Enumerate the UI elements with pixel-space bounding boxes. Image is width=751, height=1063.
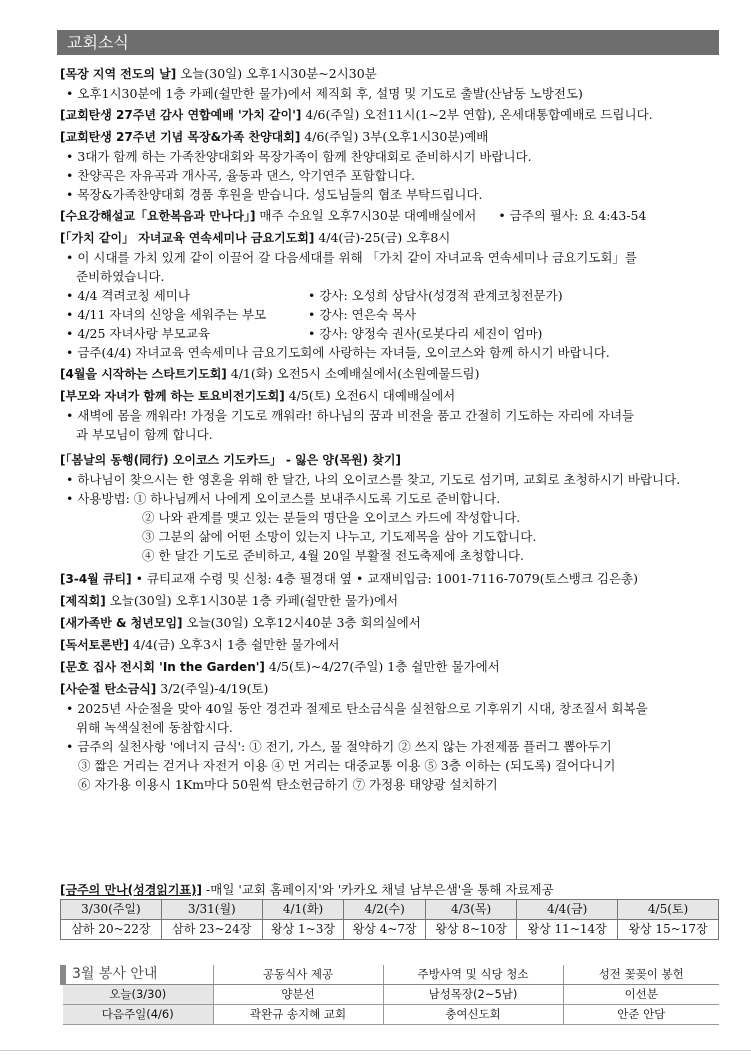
service-cell: 안준 안담	[563, 1005, 719, 1025]
news-item: [제직회] 오늘(30일) 오후1시30분 1층 카페(쉴만한 물가)에서	[60, 593, 399, 608]
news-item: [교회탄생 27주년 감사 연합예배 '가치 같이'] 4/6(주일) 오전11시(1~2부 연합), 온세대통합예배로 드립니다.	[60, 107, 653, 122]
section-header: 교회소식	[57, 30, 719, 55]
service-cell: 이선분	[563, 985, 719, 1005]
day-cell: 4/4(금)	[517, 900, 618, 920]
chapter-cell: 왕상 1~3장	[262, 920, 344, 940]
service-cell: 곽완규 송지혜 교회	[213, 1005, 383, 1025]
news-item: [3-4월 큐티] • 큐티교재 수령 및 신청: 4층 필경대 옆 • 교재비입금: 1001-7116-7079(토스뱅크 김은총)	[60, 571, 638, 586]
news-title: [제직회]	[60, 594, 106, 608]
day-cell: 4/3(목)	[425, 900, 516, 920]
news-item: [「가치 같이」 자녀교육 연속세미나 금요기도회] 4/4(금)-25(금) 오후8시 • 이 시대를 가치 있게 같이 이끌어 갈 다음세대를 위해 「가치 같이 자녀교육 연속세미나 금요기도회」를 준비하였습니다. • 4/4 격려코칭 세미나 • 강사: 오성희 상담사(성경적 관계코칭전문가) • 4/11 자녀의 신앙을 세워주는 부모 • 강사: 연은숙 목사 • 4/25 자녀사랑 부모교육 • 강사: 양정숙 권사(로봇다리 세진이 엄마) • 금주(4/4) 자녀교육 연속세미나 금요기도회에 사랑하는 자녀들, 오이코스와 함께 하시기 바랍니다.	[60, 228, 720, 362]
chapter-cell: 왕상 15~17장	[618, 920, 719, 940]
chapter-cell: 왕상 8~10장	[425, 920, 516, 940]
news-title: [새가족반 & 청년모임]	[60, 616, 183, 630]
news-item: [독서토론반] 4/4(금) 오후3시 1층 쉴만한 물가에서	[60, 637, 340, 652]
service-col-header: 성전 꽃꽂이 봉헌	[563, 965, 719, 985]
news-title: [「가치 같이」 자녀교육 연속세미나 금요기도회]	[60, 231, 315, 245]
footer-divider	[0, 1050, 751, 1051]
day-cell: 4/1(화)	[262, 900, 344, 920]
service-table	[60, 965, 719, 1025]
service-col-header: 주방사역 및 식당 청소	[383, 965, 563, 985]
news-title: [문호 집사 전시회 'In the Garden']	[60, 660, 265, 674]
news-title: [사순절 탄소금식]	[60, 682, 157, 696]
reading-chapters-row	[61, 920, 719, 940]
service-row	[63, 985, 719, 1005]
service-cell: 충여신도회	[383, 1005, 563, 1025]
news-title: [독서토론반]	[60, 638, 129, 652]
news-item: [문호 집사 전시회 'In the Garden'] 4/5(토)~4/27(주일) 1층 쉴만한 물가에서	[60, 659, 500, 674]
service-row-label: 오늘(3/30)	[63, 985, 213, 1005]
news-item: [부모와 자녀가 함께 하는 토요비전기도회] 4/5(토) 오전6시 대예배실에서 • 새벽에 몸을 깨워라! 가정을 기도로 깨워라! 하나님의 꿈과 비전을 품고 간절히 기도하는 자리에 자녀들 과 부모님이 함께 합니다.	[60, 388, 635, 442]
chapter-cell: 왕상 4~7장	[344, 920, 426, 940]
reading-days-row	[61, 900, 719, 920]
service-row	[63, 1005, 719, 1025]
service-header-row	[63, 965, 719, 985]
seminar-schedule: • 4/4 격려코칭 세미나 • 강사: 오성희 상담사(성경적 관계코칭전문가) • 4/11 자녀의 신앙을 세워주는 부모 • 강사: 연은숙 목사 • 4/25 자녀사랑 부모교육 • 강사: 양정숙 권사(로봇다리 세진이 엄마)	[66, 288, 563, 341]
news-title: [목장 지역 전도의 날]	[60, 67, 177, 81]
news-title: [교회탄생 27주년 기념 목장&가족 찬양대회]	[60, 130, 301, 144]
service-cell: 양분선	[213, 985, 383, 1005]
news-title: [수요강해설교「요한복음과 만나다」]	[60, 209, 256, 223]
news-item: [목장 지역 전도의 날] 오늘(30일) 오후1시30분~2시30분 • 오후1시30분에 1층 카페(쉴만한 물가)에서 제직회 후, 설명 및 기도로 출발(산남동 노방전도)	[60, 66, 583, 101]
news-item: [「봄날의 동행(同行) 오이코스 기도카드」 - 잃은 양(목원) 찾기] • 하나님이 찾으시는 한 영혼을 위해 한 달간, 나의 오이코스를 찾고, 기도로 섬기며, 교회로 초청하시기 바랍니다. • 사용방법: ① 하나님께서 나에게 오이코스를 보내주시도록 기도로 준비합니다. ② 나와 관계를 맺고 있는 분들의 명단을 오이코스 카드에 작성합니다. ③ 그분의 삶에 어떤 소망이 있는지 나누고, 기도제목을 삼아 기도합니다. ④ 한 달간 기도로 준비하고, 4월 20일 부활절 전도축제에 초청합니다.	[60, 453, 681, 563]
news-list	[60, 64, 720, 796]
news-title: [「봄날의 동행(同行) 오이코스 기도카드」 - 잃은 양(목원) 찾기]	[60, 453, 401, 467]
service-row-label: 다음주일(4/6)	[63, 1005, 213, 1025]
day-cell: 3/31(월)	[161, 900, 262, 920]
service-cell: 남성목장(2~5남)	[383, 985, 563, 1005]
news-item: [4월을 시작하는 스타트기도회] 4/1(화) 오전5시 소예배실에서(소원예물드림)	[60, 366, 480, 381]
chapter-cell: 삼하 23~24장	[161, 920, 262, 940]
service-col-header: 공동식사 제공	[213, 965, 383, 985]
news-title: [교회탄생 27주년 감사 연합예배 '가치 같이']	[60, 108, 302, 122]
chapter-cell: 삼하 20~22장	[61, 920, 162, 940]
news-item: [수요강해설교「요한복음과 만나다」] 매주 수요일 오후7시30분 대예배실에서 • 금주의 필사: 요 4:43-54	[60, 208, 647, 223]
reading-plan-title: [금주의 만나(성경읽기표)] -매일 '교회 홈페이지'와 '카카오 채널 남부은샘'을 통해 자료제공	[60, 882, 554, 897]
news-item: [사순절 탄소금식] 3/2(주일)-4/19(토) • 2025년 사순절을 맞아 40일 동안 경건과 절제로 탄소금식을 실천함으로 기후위기 시대, 창조질서 회복을 위해 녹색실천에 동참합시다. • 금주의 실천사항 '에너지 금식': ① 전기, 가스, 물 절약하기 ② 쓰지 않는 가전제품 플러그 뽑아두기 ③ 짧은 거리는 걷거나 자전거 이용 ④ 먼 거리는 대중교통 이용 ⑤ 3층 이하는 (되도록) 걸어다니기 ⑥ 자가용 이용시 1Km마다 50원씩 탄소헌금하기 ⑦ 가정용 태양광 설치하기	[60, 681, 648, 792]
day-cell: 4/5(토)	[618, 900, 719, 920]
news-title: [4월을 시작하는 스타트기도회]	[60, 367, 227, 381]
news-title: [부모와 자녀가 함께 하는 토요비전기도회]	[60, 389, 285, 403]
service-title: 3월 봉사 안내	[63, 965, 213, 985]
day-cell: 4/2(수)	[344, 900, 426, 920]
day-cell: 3/30(주일)	[61, 900, 162, 920]
reading-plan-table	[60, 899, 719, 940]
news-item: [교회탄생 27주년 기념 목장&가족 찬양대회] 4/6(주일) 3부(오후1시30분)예배 • 3대가 함께 하는 가족찬양대회와 목장가족이 함께 찬양대회로 준비하시기 바랍니다. • 찬양곡은 자유곡과 개사곡, 율동과 댄스, 악기연주 포함합니다. • 목장&가족찬양대회 경품 후원을 받습니다. 성도님들의 협조 부탁드립니다.	[60, 129, 532, 202]
chapter-cell: 왕상 11~14장	[517, 920, 618, 940]
news-title: [3-4월 큐티]	[60, 572, 132, 586]
news-item: [새가족반 & 청년모임] 오늘(30일) 오후12시40분 3층 회의실에서	[60, 615, 421, 630]
